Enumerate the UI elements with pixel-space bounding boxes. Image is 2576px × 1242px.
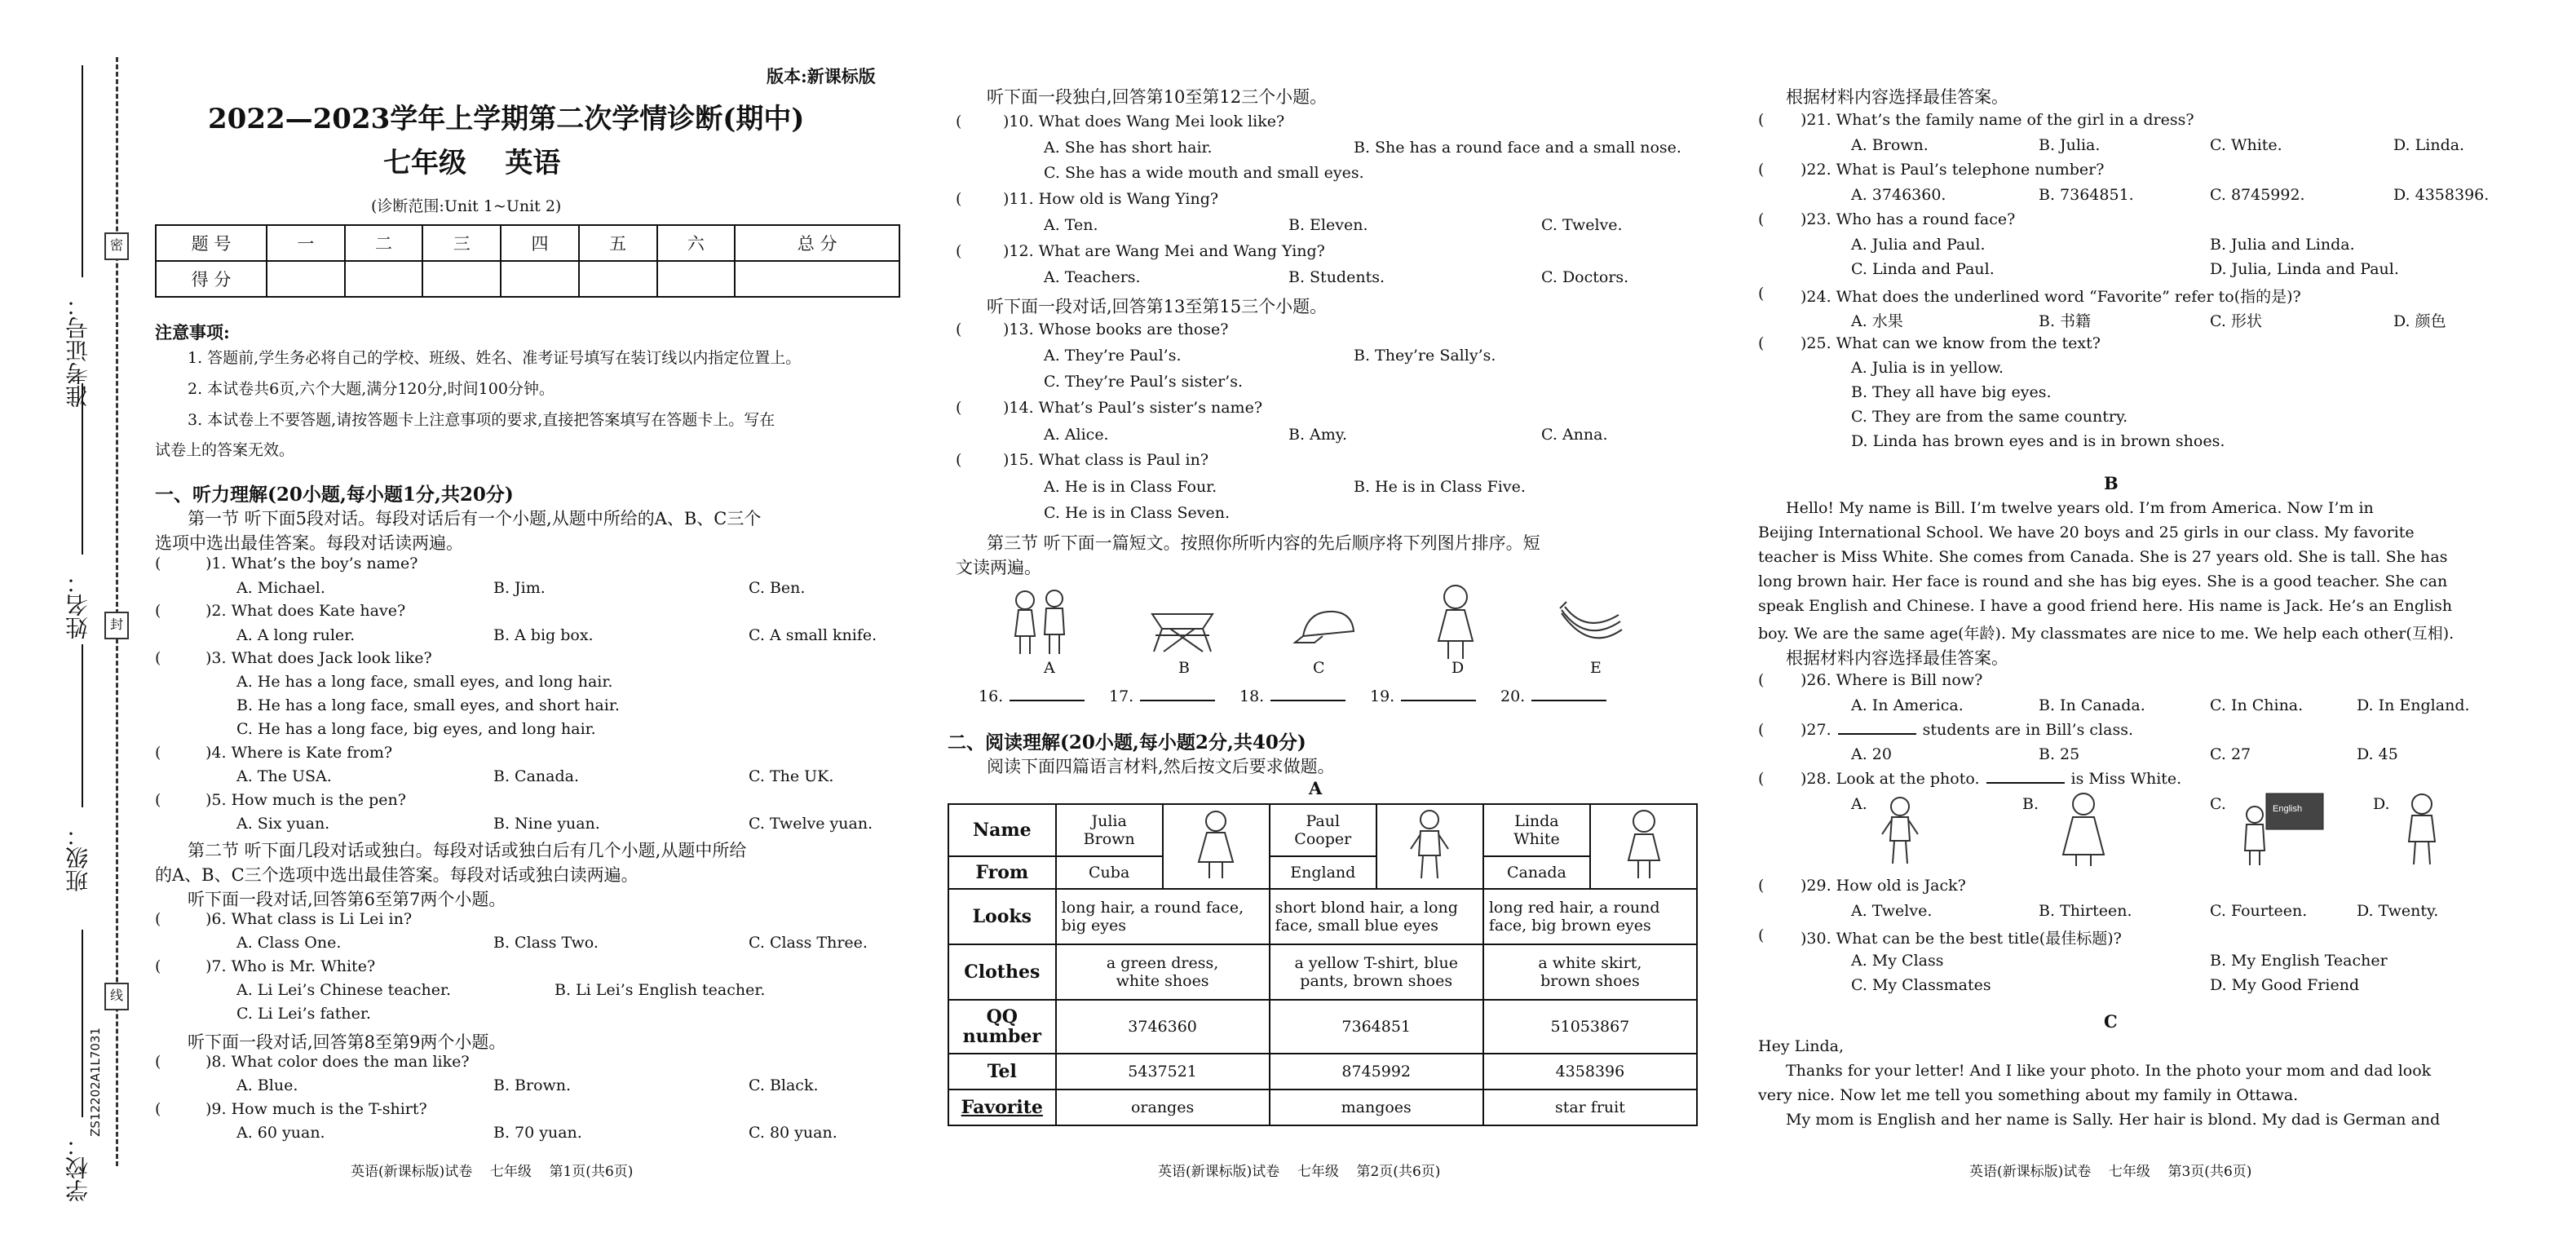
table-row-favorite <box>948 1090 1697 1125</box>
part-1-intro: 第一节 听下面5段对话。每段对话后有一个小题,从题中所给的A、B、C三个 <box>188 509 762 528</box>
q14-option-b: B. Amy. <box>1288 426 1348 444</box>
q28-picture-a <box>1876 795 1924 869</box>
q29-option-a: A. Twelve. <box>1851 902 1933 920</box>
q10-option-b: B. She has a round face and a small nose. <box>1354 139 1681 157</box>
q28-picture-c <box>2238 787 2328 869</box>
picture-d-girl <box>1427 581 1484 662</box>
answer-paren[interactable]: ( <box>956 399 962 417</box>
score-cell[interactable] <box>501 261 579 297</box>
order-item-16 <box>979 687 1085 705</box>
clothes-paul: a yellow T-shirt, blue pants, brown shoes <box>1270 944 1483 1000</box>
passage-a-questions-intro: 根据材料内容选择最佳答案。 <box>1786 87 2008 107</box>
q30-option-d: D. My Good Friend <box>2210 976 2360 994</box>
answer-paren[interactable]: ( <box>155 1053 161 1071</box>
dialogue-1-intro: 听下面一段对话,回答第6至第7两个小题。 <box>188 890 506 909</box>
passage-b-line: speak English and Chinese. I have a good friend here. His name is Jack. He’s an English <box>1758 597 2453 615</box>
order-item-18 <box>1239 687 1345 705</box>
q26-option-c: C. In China. <box>2210 696 2304 714</box>
q23-option-a: A. Julia and Paul. <box>1851 236 1986 254</box>
answer-paren[interactable]: ( <box>956 320 962 338</box>
score-header-cell: 四 <box>501 225 579 261</box>
score-cell[interactable] <box>657 261 736 297</box>
passage-c-line: My mom is English and her name is Sally. Her hair is blond. My dad is German and <box>1786 1111 2441 1129</box>
q23-stem: )23. Who has a round face? <box>1801 210 2016 228</box>
answer-paren[interactable]: ( <box>1758 210 1765 228</box>
order-blank[interactable] <box>1010 700 1085 701</box>
q9-stem: )9. How much is the T-shirt? <box>205 1100 427 1118</box>
exam-subtitle: 七年级 英语 <box>383 147 561 179</box>
q26-option-d: D. In England. <box>2357 696 2470 714</box>
name-paul: Paul Cooper <box>1270 804 1376 856</box>
q29-stem: )29. How old is Jack? <box>1801 877 1966 895</box>
q5-option-b: B. Nine yuan. <box>493 815 600 833</box>
q24-option-d: D. 颜色 <box>2393 312 2446 330</box>
row-label-favorite: Favorite <box>948 1090 1056 1125</box>
page-3-footer: 英语(新课标版)试卷 七年级 第3页(共6页) <box>1969 1164 2252 1180</box>
q1-option-a: A. Michael. <box>236 579 325 597</box>
looks-linda: long red hair, a round face, big brown eyes <box>1483 889 1697 944</box>
exam-title: 2022—2023学年上学期第二次学情诊断(期中) <box>208 103 805 135</box>
picture-label-d: D <box>1451 659 1465 677</box>
q4-option-b: B. Canada. <box>493 767 580 785</box>
q28-stem <box>1801 770 2181 788</box>
q1-option-b: B. Jim. <box>493 579 546 597</box>
picture-label-a: A <box>1044 659 1055 677</box>
q21-stem: )21. What’s the family name of the girl in a dress? <box>1801 111 2194 129</box>
q21-option-d: D. Linda. <box>2393 136 2465 154</box>
q23-option-b: B. Julia and Linda. <box>2210 236 2355 254</box>
answer-paren[interactable]: ( <box>956 190 962 208</box>
answer-paren[interactable]: ( <box>1758 926 1765 944</box>
q27-option-a: A. 20 <box>1851 745 1892 763</box>
q6-option-b: B. Class Two. <box>493 934 599 952</box>
q28-option-a: A. <box>1851 795 1867 813</box>
passage-b-line: Beijing International School. We have 20 boys and 25 girls in our class. My favorite <box>1758 524 2415 541</box>
q10-stem: )10. What does Wang Mei look like? <box>1003 113 1285 130</box>
favorite-julia: oranges <box>1056 1090 1270 1125</box>
answer-paren[interactable]: ( <box>155 957 161 975</box>
qq-julia: 3746360 <box>1056 1000 1270 1054</box>
passage-a-table <box>948 803 1698 1126</box>
linda-picture-cell <box>1590 804 1697 889</box>
picture-c-cap <box>1290 603 1363 652</box>
q14-option-a: A. Alice. <box>1044 426 1109 444</box>
looks-paul: short blond hair, a long face, small blue eyes <box>1270 889 1483 944</box>
score-header-cell: 五 <box>579 225 657 261</box>
name-linda: Linda White <box>1483 804 1590 856</box>
q21-option-a: A. Brown. <box>1851 136 1929 154</box>
q7-stem: )7. Who is Mr. White? <box>205 957 376 975</box>
q15-option-b: B. He is in Class Five. <box>1354 478 1526 496</box>
answer-paren[interactable]: ( <box>956 451 962 469</box>
q25-stem: )25. What can we know from the text? <box>1801 334 2101 352</box>
order-blank[interactable] <box>1140 700 1215 701</box>
q24-option-a: A. 水果 <box>1851 312 1903 330</box>
q28-picture-d <box>2397 791 2446 869</box>
q26-option-a: A. In America. <box>1851 696 1964 714</box>
picture-label-e: E <box>1590 659 1602 677</box>
q1-option-c: C. Ben. <box>749 579 806 597</box>
q30-stem: )30. What can be the best title(最佳标题)? <box>1801 930 2122 948</box>
passage-b-line: long brown hair. Her face is round and she has big eyes. She is a good teacher. She can <box>1758 572 2448 590</box>
answer-paren[interactable]: ( <box>956 113 962 130</box>
answer-paren[interactable]: ( <box>155 555 161 572</box>
picture-e-bananas <box>1553 594 1627 651</box>
table-row-from <box>948 856 1697 889</box>
q15-option-c: C. He is in Class Seven. <box>1044 504 1231 522</box>
table-row-looks <box>948 889 1697 944</box>
part-3-intro: 第三节 听下面一篇短文。按照你所听内容的先后顺序将下列图片排序。短 <box>987 533 1540 553</box>
q25-option-a: A. Julia is in yellow. <box>1851 359 2004 377</box>
q12-option-c: C. Doctors. <box>1541 268 1629 286</box>
note-2: 2. 本试卷共6页,六个大题,满分120分,时间100分钟。 <box>188 380 555 398</box>
q7-option-a: A. Li Lei’s Chinese teacher. <box>236 981 452 999</box>
q23-option-c: C. Linda and Paul. <box>1851 260 1995 278</box>
q3-option-c: C. He has a long face, big eyes, and long hair. <box>236 720 596 738</box>
q29-option-c: C. Fourteen. <box>2210 902 2308 920</box>
score-row-label: 得 分 <box>156 261 267 297</box>
score-header-cell: 一 <box>267 225 345 261</box>
q28-option-c: C. <box>2210 795 2226 813</box>
q28-picture-b <box>2055 791 2112 869</box>
qq-paul: 7364851 <box>1270 1000 1483 1054</box>
q7-option-b: B. Li Lei’s English teacher. <box>555 981 766 999</box>
row-label-looks: Looks <box>948 889 1056 944</box>
q3-stem: )3. What does Jack look like? <box>205 649 432 667</box>
q27-stem-end: students are in Bill’s class. <box>1922 721 2133 739</box>
q5-stem: )5. How much is the pen? <box>205 791 406 809</box>
label-exam-number: 准考证号： <box>64 294 91 408</box>
page-2-footer: 英语(新课标版)试卷 七年级 第2页(共6页) <box>1158 1164 1441 1180</box>
tel-paul: 8745992 <box>1270 1054 1483 1090</box>
answer-paren[interactable]: ( <box>956 242 962 260</box>
q3-option-b: B. He has a long face, small eyes, and short hair. <box>236 696 620 714</box>
score-cell[interactable] <box>267 261 345 297</box>
q27-stem <box>1801 721 2133 739</box>
order-number: 16. <box>979 687 1004 705</box>
passage-b-line: Hello! My name is Bill. I’m twelve years old. I’m from America. Now I’m in <box>1786 499 2374 517</box>
q30-option-c: C. My Classmates <box>1851 976 1991 994</box>
version-label: 版本:新课标版 <box>767 66 876 86</box>
label-class: 班级： <box>64 824 91 892</box>
linda-picture <box>1624 808 1664 882</box>
q25-option-b: B. They all have big eyes. <box>1851 383 2052 401</box>
answer-paren[interactable]: ( <box>1758 671 1765 689</box>
paul-picture <box>1409 808 1450 882</box>
seal-mi: 密 <box>104 232 129 260</box>
q8-option-b: B. Brown. <box>493 1076 572 1094</box>
q25-option-d: D. Linda has brown eyes and is in brown shoes. <box>1851 432 2225 450</box>
q6-stem: )6. What class is Li Lei in? <box>205 910 413 928</box>
order-blank[interactable] <box>1270 700 1345 701</box>
section-1-title: 一、听力理解(20小题,每小题1分,共20分) <box>155 484 514 506</box>
row-label-qq: QQ number <box>948 1000 1056 1054</box>
q30-option-b: B. My English Teacher <box>2210 952 2388 970</box>
table-row-tel <box>948 1054 1697 1090</box>
q11-option-a: A. Ten. <box>1044 216 1098 234</box>
order-item-20 <box>1500 687 1606 705</box>
label-school: 学校： <box>64 1134 91 1202</box>
order-number: 18. <box>1239 687 1265 705</box>
q28-blank[interactable] <box>1986 782 2065 784</box>
q26-stem: )26. Where is Bill now? <box>1801 671 1983 689</box>
answer-paren[interactable]: ( <box>1758 721 1765 739</box>
dialogue-3-intro: 听下面一段对话,回答第13至第15三个小题。 <box>987 297 1328 316</box>
picture-b-desk <box>1146 599 1219 656</box>
answer-paren[interactable]: ( <box>155 1100 161 1118</box>
score-cell[interactable] <box>579 261 657 297</box>
picture-a-children <box>1007 586 1072 659</box>
q4-option-a: A. The USA. <box>236 767 332 785</box>
q22-stem: )22. What is Paul’s telephone number? <box>1801 161 2105 179</box>
from-julia: Cuba <box>1056 856 1163 889</box>
picture-label-b: B <box>1178 659 1190 677</box>
q22-option-c: C. 8745992. <box>2210 186 2305 204</box>
q2-option-a: A. A long ruler. <box>236 626 356 644</box>
passage-b-line: teacher is Miss White. She comes from Canada. She is 27 years old. She is tall. She has <box>1758 548 2448 566</box>
score-table <box>155 224 900 298</box>
row-label-from: From <box>948 856 1056 889</box>
q5-option-a: A. Six yuan. <box>236 815 330 833</box>
passage-c-line: very nice. Now let me tell you something about my family in Ottawa. <box>1758 1086 2299 1104</box>
q6-option-c: C. Class Three. <box>749 934 868 952</box>
row-label-tel: Tel <box>948 1054 1056 1090</box>
section-2-intro: 阅读下面四篇语言材料,然后按文后要求做题。 <box>987 757 1335 776</box>
q7-option-c: C. Li Lei’s father. <box>236 1005 371 1023</box>
answer-paren[interactable]: ( <box>155 791 161 809</box>
q9-option-c: C. 80 yuan. <box>749 1124 837 1142</box>
answer-paren[interactable]: ( <box>1758 161 1765 179</box>
name-julia: Julia Brown <box>1056 804 1163 856</box>
q21-option-c: C. White. <box>2210 136 2282 154</box>
passage-a-label: A <box>1309 778 1323 798</box>
score-header-cell: 二 <box>345 225 423 261</box>
q21-option-b: B. Julia. <box>2039 136 2101 154</box>
q23-option-d: D. Julia, Linda and Paul. <box>2210 260 2399 278</box>
part-1-intro-cont: 选项中选出最佳答案。每段对话读两遍。 <box>155 533 463 553</box>
answer-paren[interactable]: ( <box>155 649 161 667</box>
notes-title: 注意事项: <box>155 322 230 343</box>
answer-paren[interactable]: ( <box>1758 285 1765 303</box>
answer-paren[interactable]: ( <box>155 910 161 928</box>
q29-option-b: B. Thirteen. <box>2039 902 2132 920</box>
answer-paren[interactable]: ( <box>155 744 161 762</box>
passage-b-label: B <box>2104 473 2119 493</box>
q22-option-d: D. 4358396. <box>2393 186 2490 204</box>
table-row-name <box>948 804 1697 856</box>
q12-stem: )12. What are Wang Mei and Wang Ying? <box>1003 242 1325 260</box>
q27-option-c: C. 27 <box>2210 745 2251 763</box>
part-2-intro: 第二节 听下面几段对话或独白。每段对话或独白后有几个小题,从题中所给 <box>188 841 747 860</box>
q12-option-a: A. Teachers. <box>1044 268 1141 286</box>
q10-option-c: C. She has a wide mouth and small eyes. <box>1044 164 1364 182</box>
q11-stem: )11. How old is Wang Ying? <box>1003 190 1219 208</box>
row-label-clothes: Clothes <box>948 944 1056 1000</box>
q1-stem: )1. What’s the boy’s name? <box>205 555 418 572</box>
q13-option-a: A. They’re Paul’s. <box>1044 347 1182 365</box>
q8-option-c: C. Black. <box>749 1076 819 1094</box>
from-linda: Canada <box>1483 856 1590 889</box>
page-1-footer: 英语(新课标版)试卷 七年级 第1页(共6页) <box>351 1164 634 1180</box>
q28-stem-start: )28. Look at the photo. <box>1801 770 1980 788</box>
tel-julia: 5437521 <box>1056 1054 1270 1090</box>
q8-stem: )8. What color does the man like? <box>205 1053 470 1071</box>
answer-paren[interactable]: ( <box>1758 877 1765 895</box>
seal-xian: 线 <box>104 983 129 1010</box>
julia-picture-cell <box>1163 804 1270 889</box>
order-number: 19. <box>1370 687 1395 705</box>
q24-option-b: B. 书籍 <box>2039 312 2092 330</box>
favorite-linda: star fruit <box>1483 1090 1697 1125</box>
exam-scope: (诊断范围:Unit 1~Unit 2) <box>371 197 562 215</box>
score-header-cell: 六 <box>657 225 736 261</box>
q15-stem: )15. What class is Paul in? <box>1003 451 1209 469</box>
q27-option-b: B. 25 <box>2039 745 2080 763</box>
clothes-julia: a green dress, white shoes <box>1056 944 1270 1000</box>
score-header-cell: 三 <box>422 225 501 261</box>
q4-option-c: C. The UK. <box>749 767 834 785</box>
q13-stem: )13. Whose books are those? <box>1003 320 1229 338</box>
q27-option-d: D. 45 <box>2357 745 2398 763</box>
paper-code: ZS12202A1L7031 <box>88 1028 103 1137</box>
order-blank[interactable] <box>1531 700 1606 701</box>
julia-picture <box>1195 808 1236 882</box>
q11-option-c: C. Twelve. <box>1541 216 1623 234</box>
q12-option-b: B. Students. <box>1288 268 1385 286</box>
q8-option-a: A. Blue. <box>236 1076 298 1094</box>
tel-linda: 4358396 <box>1483 1054 1697 1090</box>
answer-paren[interactable]: ( <box>1758 111 1765 129</box>
q11-option-b: B. Eleven. <box>1288 216 1368 234</box>
q6-option-a: A. Class One. <box>236 934 342 952</box>
q2-option-c: C. A small knife. <box>749 626 877 644</box>
clothes-linda: a white skirt, brown shoes <box>1483 944 1697 1000</box>
q28-stem-end: is Miss White. <box>2070 770 2182 788</box>
part-3-intro-cont: 文读两遍。 <box>956 558 1041 577</box>
q22-option-a: A. 3746360. <box>1851 186 1946 204</box>
passage-c-line: Thanks for your letter! And I like your photo. In the photo your mom and dad look <box>1786 1062 2432 1080</box>
q9-option-b: B. 70 yuan. <box>493 1124 582 1142</box>
qq-linda: 51053867 <box>1483 1000 1697 1054</box>
monologue-intro: 听下面一段独白,回答第10至第12三个小题。 <box>987 87 1328 107</box>
section-2-title: 二、阅读理解(20小题,每小题2分,共40分) <box>948 731 1306 754</box>
score-cell[interactable] <box>345 261 423 297</box>
order-number: 17. <box>1109 687 1134 705</box>
q25-option-c: C. They are from the same country. <box>1851 408 2128 426</box>
page-2 <box>938 0 1721 1242</box>
dialogue-2-intro: 听下面一段对话,回答第8至第9两个小题。 <box>188 1032 506 1052</box>
looks-julia: long hair, a round face, big eyes <box>1056 889 1270 944</box>
order-blank[interactable] <box>1401 700 1476 701</box>
label-student-name: 姓名： <box>64 571 91 639</box>
q28-option-d: D. <box>2373 795 2390 813</box>
q24-option-c: C. 形状 <box>2210 312 2262 330</box>
from-paul: England <box>1270 856 1376 889</box>
answer-paren[interactable]: ( <box>1758 334 1765 352</box>
q14-option-c: C. Anna. <box>1541 426 1608 444</box>
score-table-score-row <box>156 261 899 297</box>
q28-option-b: B. <box>2022 795 2039 813</box>
passage-b-questions-intro: 根据材料内容选择最佳答案。 <box>1786 648 2008 668</box>
q2-stem: )2. What does Kate have? <box>205 602 406 620</box>
q29-option-d: D. Twenty. <box>2357 902 2439 920</box>
order-item-17 <box>1109 687 1215 705</box>
table-row-clothes <box>948 944 1697 1000</box>
q4-stem: )4. Where is Kate from? <box>205 744 393 762</box>
note-1: 1. 答题前,学生务必将自己的学校、班级、姓名、准考证号填写在装订线以内指定位置上。 <box>188 349 802 367</box>
q14-stem: )14. What’s Paul’s sister’s name? <box>1003 399 1263 417</box>
order-item-19 <box>1370 687 1476 705</box>
seal-feng: 封 <box>104 612 129 639</box>
table-row-qq <box>948 1000 1697 1054</box>
q30-option-a: A. My Class <box>1851 952 1944 970</box>
q22-option-b: B. 7364851. <box>2039 186 2134 204</box>
paul-picture-cell <box>1376 804 1483 889</box>
note-3: 3. 本试卷上不要答题,请按答题卡上注意事项的要求,直接把答案填写在答题卡上。写在 <box>188 411 775 429</box>
score-cell[interactable] <box>422 261 501 297</box>
q13-option-b: B. They’re Sally’s. <box>1354 347 1496 365</box>
part-2-intro-cont: 的A、B、C三个选项中选出最佳答案。每段对话或独白读两遍。 <box>155 865 638 885</box>
score-table-header-row <box>156 225 899 261</box>
passage-c-line: Hey Linda, <box>1758 1037 1845 1055</box>
q24-stem: )24. What does the underlined word “Favorite” refer to(指的是)? <box>1801 288 2301 306</box>
answer-paren[interactable]: ( <box>1758 770 1765 788</box>
q3-option-a: A. He has a long face, small eyes, and long hair. <box>236 673 613 691</box>
answer-paren[interactable]: ( <box>155 602 161 620</box>
favorite-paul: mangoes <box>1270 1090 1483 1125</box>
page-1 <box>0 0 913 1242</box>
score-header-cell: 总 分 <box>735 225 899 261</box>
picture-label-c: C <box>1313 659 1325 677</box>
passage-c-label: C <box>2104 1011 2118 1032</box>
score-header-cell: 题 号 <box>156 225 267 261</box>
q10-option-a: A. She has short hair. <box>1044 139 1213 157</box>
row-label-name: Name <box>948 804 1056 856</box>
q13-option-c: C. They’re Paul’s sister’s. <box>1044 373 1244 391</box>
passage-b-line: boy. We are the same age(年龄). My classmates are nice to me. We help each other(互相). <box>1758 625 2454 643</box>
q27-blank[interactable] <box>1838 733 1916 735</box>
q5-option-c: C. Twelve yuan. <box>749 815 873 833</box>
note-3-cont: 试卷上的答案无效。 <box>155 441 295 459</box>
q2-option-b: B. A big box. <box>493 626 594 644</box>
page-3 <box>1753 0 2569 1242</box>
blackboard-word: English <box>2273 804 2303 814</box>
score-cell[interactable] <box>735 261 899 297</box>
q27-stem-start: )27. <box>1801 721 1831 739</box>
order-number: 20. <box>1500 687 1526 705</box>
q9-option-a: A. 60 yuan. <box>236 1124 325 1142</box>
q26-option-b: B. In Canada. <box>2039 696 2145 714</box>
q15-option-a: A. He is in Class Four. <box>1044 478 1217 496</box>
